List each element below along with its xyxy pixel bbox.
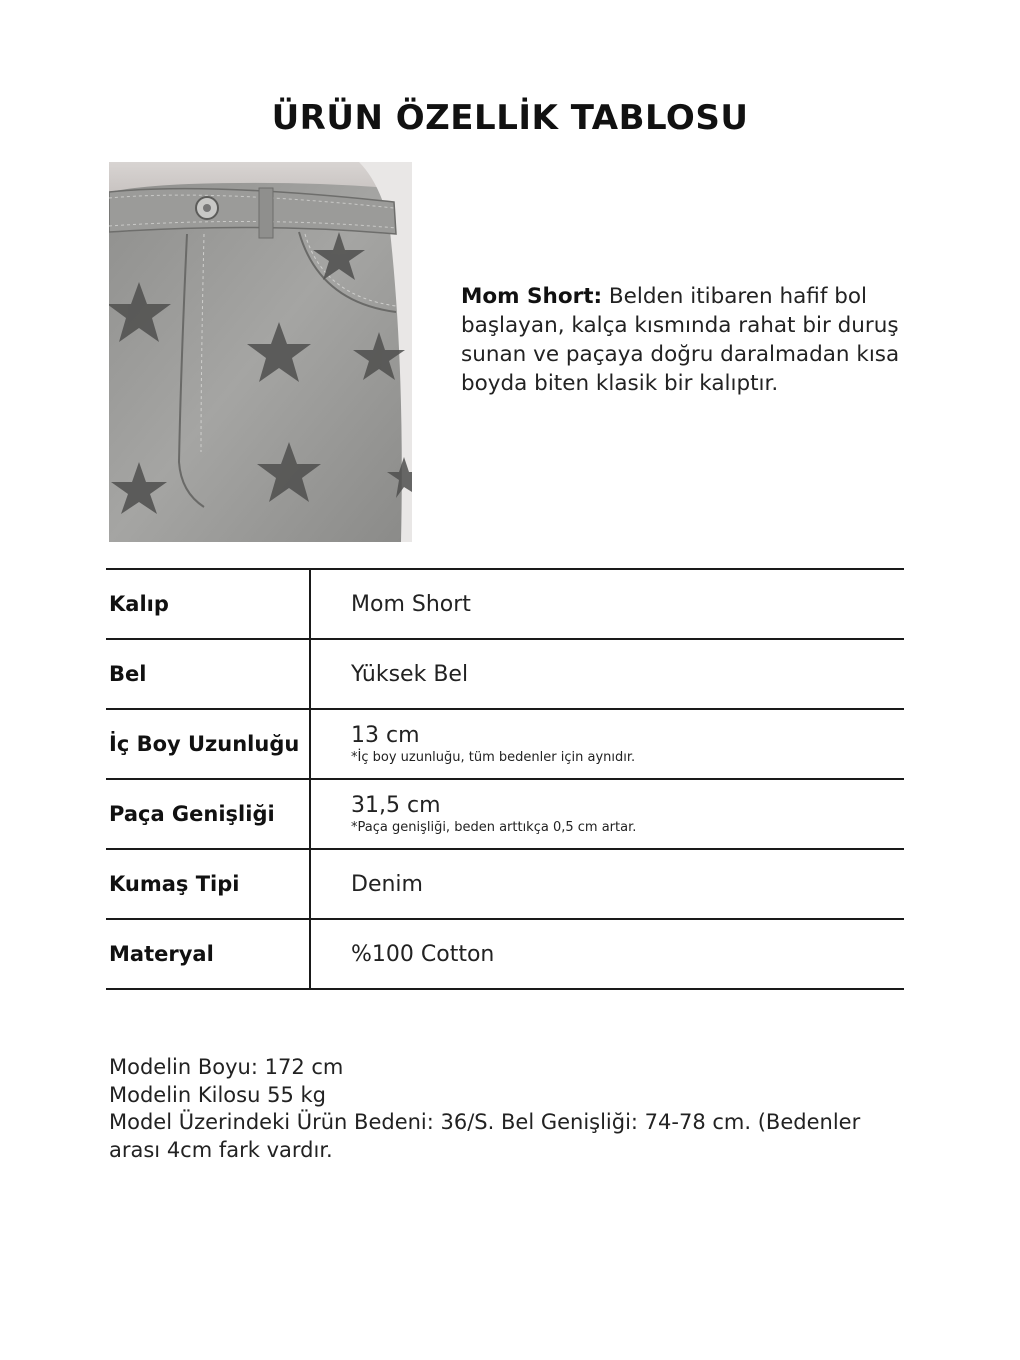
table-row — [106, 779, 904, 849]
spec-value-cell — [310, 849, 904, 919]
model-size: Model Üzerindeki Ürün Bedeni: 36/S. Bel Genişliği: 74-78 cm. (Bedenler arası 4cm fark vardır. — [109, 1110, 861, 1162]
spec-key: Kalıp — [106, 569, 310, 639]
spec-key: Bel — [106, 639, 310, 709]
spec-value-cell — [310, 709, 904, 779]
model-info — [109, 1054, 909, 1164]
description-text: Belden itibaren hafif bol başlayan, kalça kısmında rahat bir duruş sunan ve paçaya doğru daralmadan kısa boyda biten klasik bir kalıptır. — [461, 284, 900, 396]
spec-value-cell — [310, 779, 904, 849]
spec-key: Paça Genişliği — [106, 779, 310, 849]
spec-value: Yüksek Bel — [351, 661, 469, 687]
spec-value: Mom Short — [351, 591, 471, 617]
spec-value: 13 cm — [351, 723, 420, 748]
page-title: ÜRÜN ÖZELLİK TABLOSU — [271, 98, 749, 138]
spec-note: *İç boy uzunluğu, tüm bedenler için aynıdır. — [351, 750, 636, 765]
spec-value-cell — [310, 639, 904, 709]
table-row — [106, 569, 904, 639]
spec-table — [106, 568, 904, 990]
spec-value: Denim — [351, 871, 423, 897]
table-row — [106, 709, 904, 779]
table-row — [106, 849, 904, 919]
spec-value: 31,5 cm — [351, 793, 441, 818]
spec-note: *Paça genişliği, beden arttıkça 0,5 cm artar. — [351, 820, 637, 835]
model-height: Modelin Boyu: 172 cm — [109, 1055, 344, 1079]
spec-key: Materyal — [106, 919, 310, 989]
spec-value: %100 Cotton — [351, 941, 495, 967]
description-label: Mom Short: — [461, 284, 603, 309]
denim-shorts-photo-icon — [109, 162, 412, 542]
spec-value-cell — [310, 569, 904, 639]
table-row — [106, 919, 904, 989]
spec-key: Kumaş Tipi — [106, 849, 310, 919]
product-photo — [109, 162, 412, 542]
model-weight: Modelin Kilosu 55 kg — [109, 1082, 326, 1107]
product-description — [461, 282, 911, 398]
spec-key: İç Boy Uzunluğu — [106, 709, 310, 779]
table-row — [106, 639, 904, 709]
spec-value-cell — [310, 919, 904, 989]
